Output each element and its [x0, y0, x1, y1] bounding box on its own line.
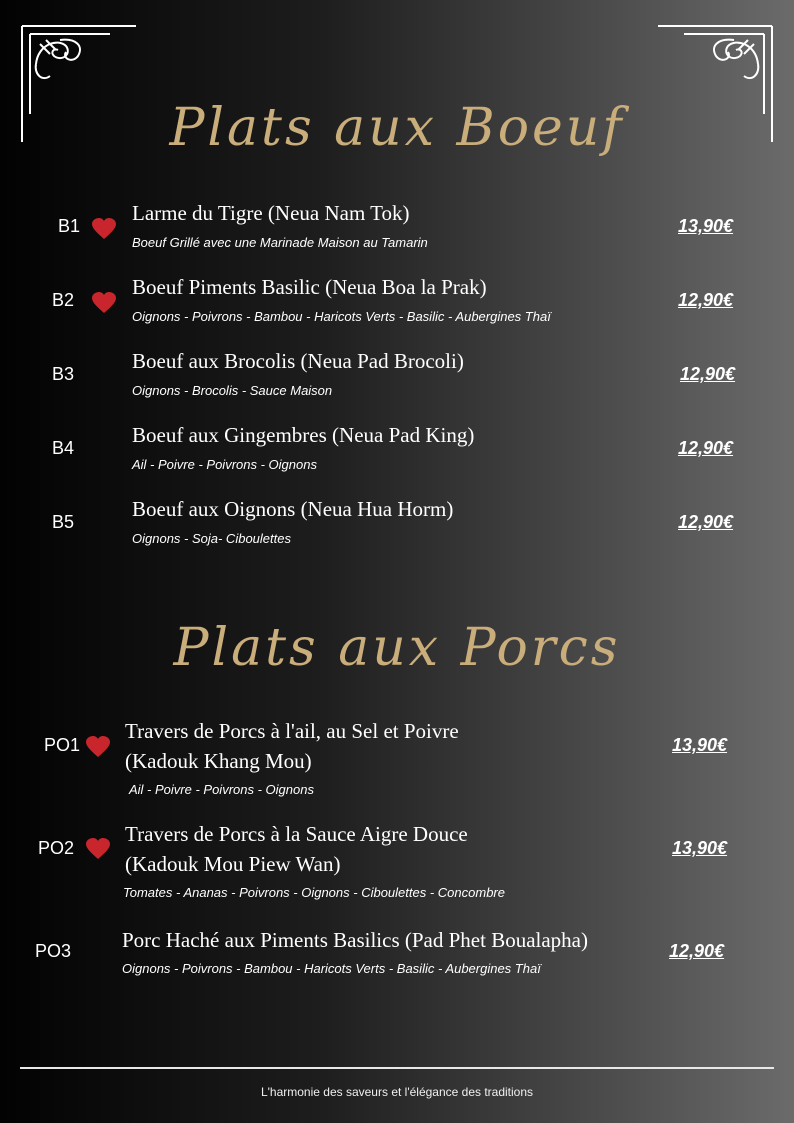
dish-description: Boeuf Grillé avec une Marinade Maison au Tamarin — [132, 235, 428, 250]
dish-price: 12,90€ — [669, 941, 725, 961]
item-code: B5 — [52, 512, 75, 532]
dish-name: Boeuf aux Brocolis (Neua Pad Brocoli) — [132, 349, 464, 373]
heart-icon — [86, 838, 110, 860]
dish-price: 13,90€ — [672, 838, 728, 858]
dish-price: 13,90€ — [678, 216, 734, 236]
dish-name: Boeuf Piments Basilic (Neua Boa la Prak) — [132, 275, 487, 299]
menu-item-po3 — [0, 925, 794, 985]
item-code: PO1 — [44, 735, 81, 755]
dish-price: 12,90€ — [680, 364, 736, 384]
dish-description: Ail - Poivre - Poivrons - Oignons — [129, 782, 314, 797]
dish-price: 12,90€ — [678, 438, 734, 458]
dish-price: 12,90€ — [678, 512, 734, 532]
dish-description: Oignons - Soja- Ciboulettes — [132, 531, 291, 546]
item-code: B1 — [58, 216, 81, 236]
item-code: B3 — [52, 364, 75, 384]
dish-name-secondary: (Kadouk Khang Mou) — [125, 749, 312, 773]
item-code: PO2 — [38, 838, 75, 858]
dish-name: Travers de Porcs à la Sauce Aigre Douce — [125, 822, 468, 846]
section-title-boeuf: Plats aux Boeuf — [169, 98, 625, 158]
heart-icon — [92, 218, 116, 240]
footer-divider — [20, 1067, 774, 1069]
menu-item-b3 — [0, 346, 794, 406]
heart-icon — [86, 736, 110, 758]
menu-item-b2 — [0, 272, 794, 332]
item-code: B2 — [52, 290, 75, 310]
heart-icon — [92, 292, 116, 314]
footer-tagline: L'harmonie des saveurs et l'élégance des traditions — [260, 1085, 534, 1099]
menu-item-b4 — [0, 420, 794, 480]
dish-description: Ail - Poivre - Poivrons - Oignons — [132, 457, 317, 472]
dish-name: Porc Haché aux Piments Basilics (Pad Phet Boualapha) — [122, 928, 588, 952]
dish-description: Oignons - Poivrons - Bambou - Haricots Verts - Basilic - Aubergines Thaï — [132, 309, 551, 324]
item-code: B4 — [52, 438, 75, 458]
dish-name: Larme du Tigre (Neua Nam Tok) — [132, 201, 410, 225]
dish-price: 13,90€ — [672, 735, 728, 755]
dish-description: Oignons - Brocolis - Sauce Maison — [132, 383, 333, 398]
menu-item-b5 — [0, 494, 794, 554]
menu-item-po2 — [0, 819, 794, 909]
dish-name: Travers de Porcs à l'ail, au Sel et Poivre — [125, 719, 459, 743]
dish-description: Oignons - Poivrons - Bambou - Haricots Verts - Basilic - Aubergines Thaï — [122, 961, 541, 976]
dish-name: Boeuf aux Gingembres (Neua Pad King) — [132, 423, 475, 447]
item-code: PO3 — [35, 941, 72, 961]
dish-name: Boeuf aux Oignons (Neua Hua Horm) — [132, 497, 454, 521]
dish-description: Tomates - Ananas - Poivrons - Oignons - Ciboulettes - Concombre — [123, 885, 505, 900]
dish-name-secondary: (Kadouk Mou Piew Wan) — [125, 852, 341, 876]
dish-price: 12,90€ — [678, 290, 734, 310]
section-title-porcs: Plats aux Porcs — [173, 618, 621, 678]
menu-item-po1 — [0, 716, 794, 806]
menu-item-b1 — [0, 198, 794, 258]
